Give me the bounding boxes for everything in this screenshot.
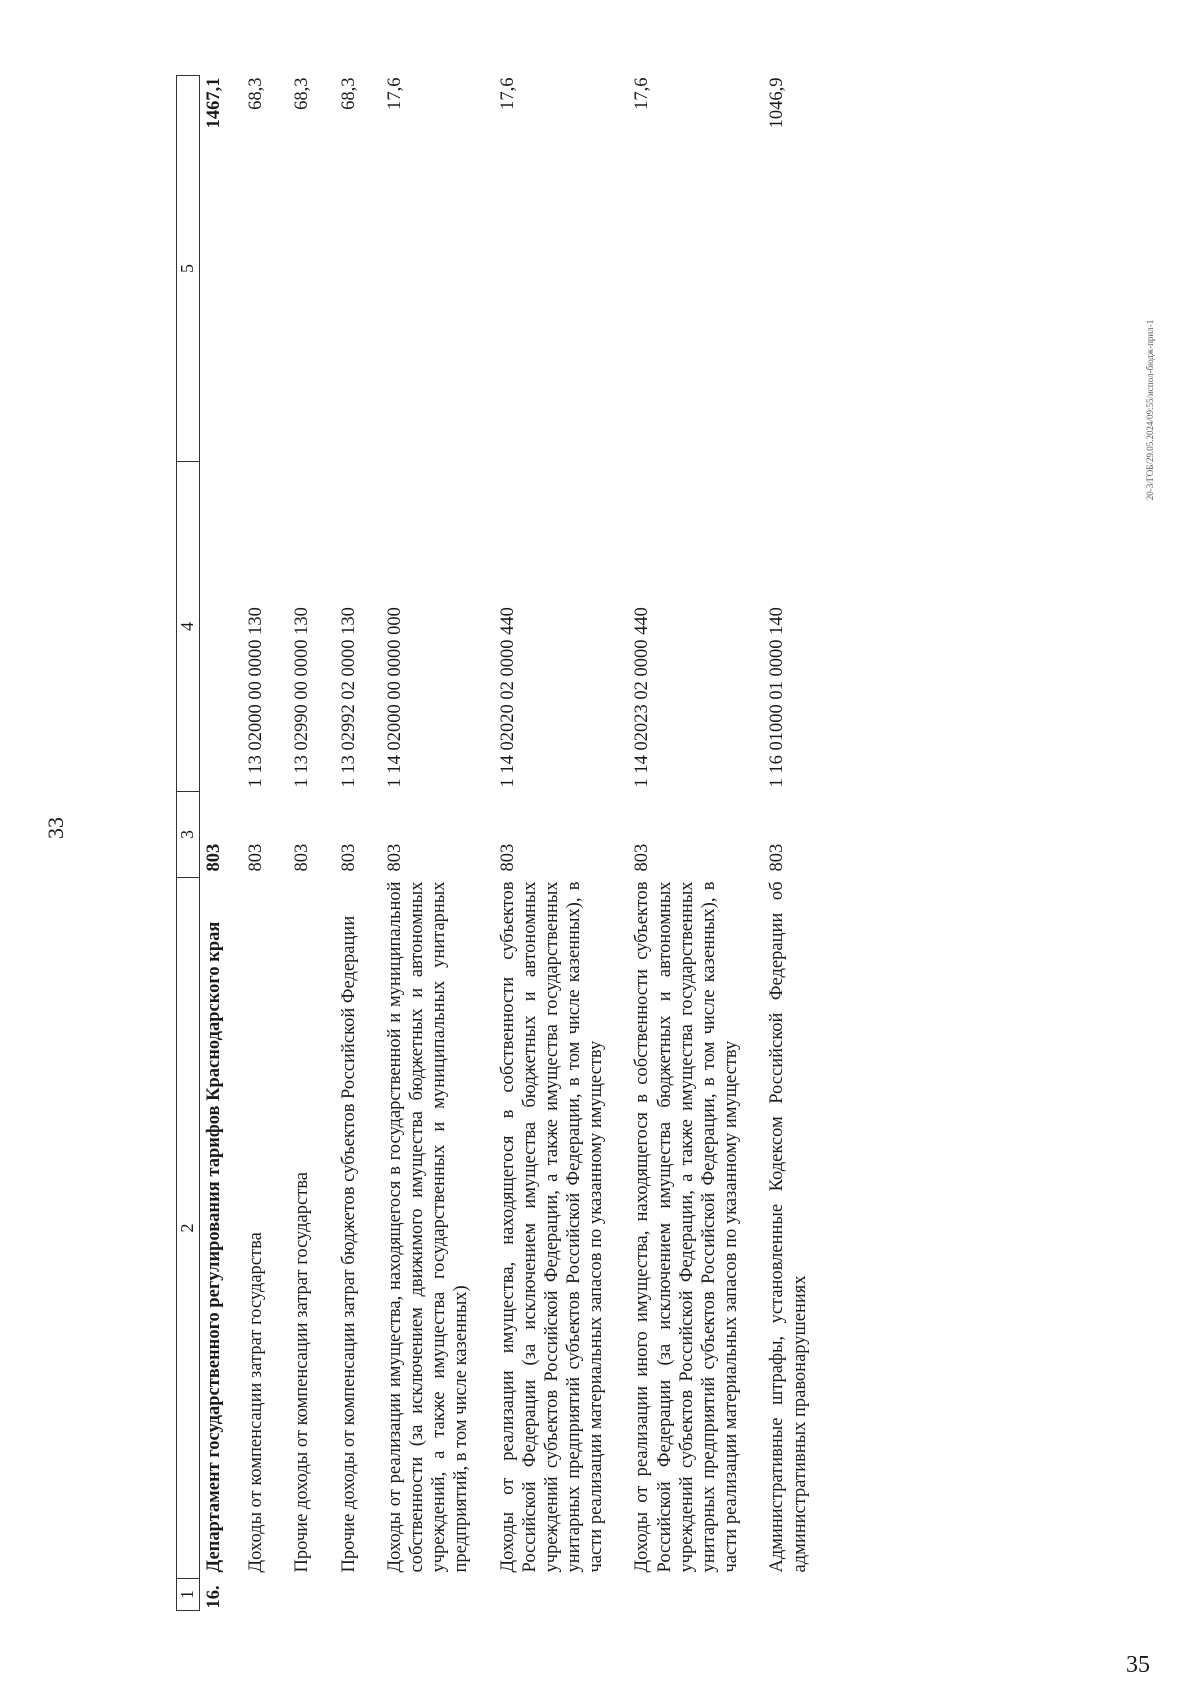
row-number xyxy=(493,1579,628,1611)
table-body xyxy=(200,76,831,1611)
row-admin-code: 803 xyxy=(632,843,653,872)
header-row xyxy=(177,76,200,1611)
row-amount: 68,3 xyxy=(338,77,359,110)
row-amount: 68,3 xyxy=(246,77,267,110)
table-row xyxy=(493,76,628,1611)
row-budget-code: 1 14 02023 02 0000 440 xyxy=(632,607,653,788)
row-admin-code: 803 xyxy=(384,843,405,872)
row-number xyxy=(241,1579,287,1611)
row-name: Доходы от компенсации затрат государства xyxy=(246,1232,267,1573)
row-budget-code: 1 13 02000 00 0000 130 xyxy=(246,607,267,788)
row-budget-code: 1 14 02020 02 0000 440 xyxy=(497,607,518,788)
row-budget-code: 1 14 02000 00 0000 000 xyxy=(384,607,405,788)
row-name: Департамент государственного регулирования тарифов Краснодарского края xyxy=(204,921,224,1573)
row-name: Прочие доходы от компенсации затрат бюджетов субъектов Российской Федерации xyxy=(338,915,359,1573)
row-amount: 17,6 xyxy=(497,77,518,110)
row-admin-code: 803 xyxy=(292,843,313,872)
row-number xyxy=(287,1579,333,1611)
document-stamp: 20-3/ГОБ/29.05.2024/09:55/испол-бюдж-прил-1 xyxy=(1145,319,1155,501)
row-budget-code xyxy=(200,462,242,792)
row-admin-code: 803 xyxy=(767,843,788,872)
row-name: Административные штрафы, установленные Кодексом Российской Федерации об административных правонарушениях xyxy=(767,881,810,1573)
table-row xyxy=(334,76,380,1611)
row-budget-code: 1 13 02990 00 0000 130 xyxy=(292,607,313,788)
row-name: Доходы от реализации имущества, находящегося в государственной и муниципальной собственности (за исключением движимого имущества бюджетных и автономных учреждений, а также имущества государственных и муниципальных унитарных предприятий, в том числе казенных) xyxy=(384,881,472,1573)
table-row xyxy=(380,76,493,1611)
row-number: 16. xyxy=(204,1585,224,1609)
row-amount: 68,3 xyxy=(292,77,313,110)
row-number xyxy=(762,1579,830,1611)
row-number xyxy=(380,1579,493,1611)
row-name: Доходы от реализации имущества, находящегося в собственности субъектов Российской Федерации (за исключением имущества бюджетных и автономных учреждений субъектов Российской Федерации, а также имущества государственных унитарных предприятий субъектов Российской Федерации, в том числе казенных), в части реализации материальных запасов по указанному имуществу xyxy=(497,881,607,1573)
row-name: Доходы от реализации иного имущества, находящегося в собственности субъектов Российской Федерации (за исключением имущества бюджетных и автономных учреждений субъектов Российской Федерации, а также имущества государственных унитарных предприятий субъектов Российской Федерации, в том числе казенных), в части реализации материальных запасов по указанному имуществу xyxy=(632,881,742,1573)
header-col-2: 2 xyxy=(177,878,200,1579)
table-row xyxy=(627,76,762,1611)
header-col-1: 1 xyxy=(177,1579,200,1611)
row-budget-code: 1 13 02992 02 0000 130 xyxy=(338,607,359,788)
row-amount: 17,6 xyxy=(384,77,405,110)
table-header xyxy=(177,76,200,1611)
row-name: Прочие доходы от компенсации затрат государства xyxy=(292,1171,313,1573)
table-row xyxy=(241,76,287,1611)
row-number xyxy=(627,1579,762,1611)
rotated-table-container xyxy=(176,76,1170,1611)
row-admin-code: 803 xyxy=(246,843,267,872)
header-col-4: 4 xyxy=(177,462,200,792)
revenue-table xyxy=(176,75,831,1611)
row-budget-code: 1 16 01000 01 0000 140 xyxy=(767,607,788,788)
page-number: 33 xyxy=(43,817,68,839)
table-row xyxy=(287,76,333,1611)
sheet-number: 35 xyxy=(1126,1652,1150,1678)
table-row-department xyxy=(200,76,242,1611)
header-col-3: 3 xyxy=(177,792,200,878)
row-admin-code: 803 xyxy=(497,843,518,872)
row-amount: 1467,1 xyxy=(204,77,224,129)
row-number xyxy=(334,1579,380,1611)
row-amount: 1046,9 xyxy=(767,77,788,129)
table-row xyxy=(762,76,830,1611)
row-amount: 17,6 xyxy=(632,77,653,110)
header-col-5: 5 xyxy=(177,76,200,462)
row-admin-code: 803 xyxy=(338,843,359,872)
row-admin-code: 803 xyxy=(204,843,224,872)
